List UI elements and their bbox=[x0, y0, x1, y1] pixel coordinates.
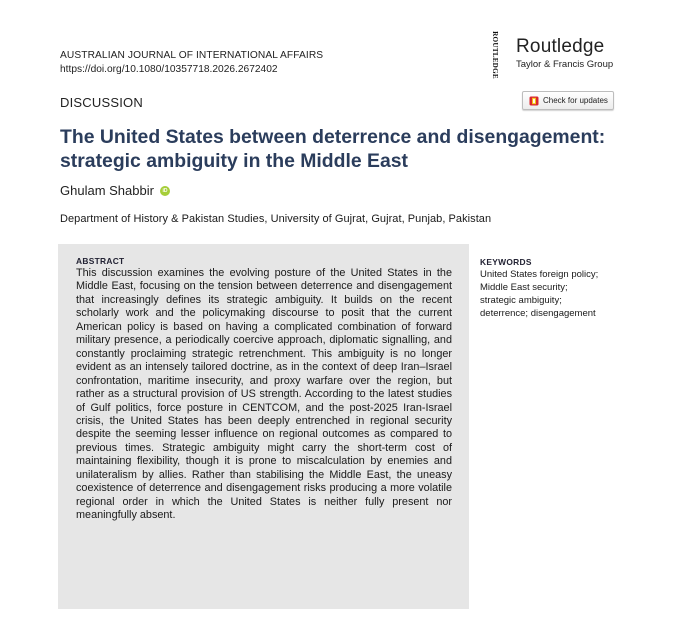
affiliation: Department of History & Pakistan Studies, University of Gujrat, Gujrat, Punjab, Pakistan bbox=[60, 213, 492, 225]
article-title: The United States between deterrence and disengagement: strategic ambiguity in the Middle East bbox=[60, 126, 606, 172]
keyword-item: Middle East security; bbox=[480, 282, 568, 293]
logo-vertical-text: ROUTLEDGE bbox=[491, 31, 499, 79]
keyword-item: United States foreign policy; bbox=[480, 269, 599, 280]
crossmark-icon bbox=[529, 96, 539, 106]
keywords-heading: KEYWORDS bbox=[480, 257, 532, 267]
author-name[interactable]: Ghulam Shabbir bbox=[60, 183, 154, 198]
abstract-heading: ABSTRACT bbox=[76, 256, 125, 266]
section-label: DISCUSSION bbox=[60, 95, 143, 110]
keyword-item: strategic ambiguity; bbox=[480, 295, 562, 306]
doi-link[interactable]: https://doi.org/10.1080/10357718.2026.2672402 bbox=[60, 64, 278, 75]
publisher-subtitle: Taylor & Francis Group bbox=[516, 59, 614, 70]
publisher-name: Routledge bbox=[516, 36, 605, 57]
logo-vertical-mark bbox=[486, 31, 504, 79]
check-for-updates-button[interactable] bbox=[522, 91, 614, 110]
abstract-box bbox=[58, 244, 469, 609]
author-line bbox=[60, 183, 170, 198]
check-for-updates-label: Check for updates bbox=[543, 96, 608, 105]
orcid-icon[interactable]: iD bbox=[160, 186, 170, 196]
publisher-logo bbox=[486, 31, 626, 79]
keyword-item: deterrence; disengagement bbox=[480, 308, 596, 319]
journal-name: AUSTRALIAN JOURNAL OF INTERNATIONAL AFFAIRS bbox=[60, 50, 324, 61]
keywords-list bbox=[480, 268, 598, 320]
abstract-text: This discussion examines the evolving posture of the United States in the Middle East, focusing on the tension between deterrence and disengagement that increasingly defines its strategic ambiguity. It builds on the recent scholarly work and the policymaking discourse to posit that the current American policy is based on having a complicated combination of forward military presence, a periodically coercive approach, diplomatic signalling, and constantly proclaiming strategic retrenchment. This ambiguity is no longer evident as an intensely tailored doctrine, as in the context of deep Iran–Israel confrontation, maritime insecurity, and proxy warfare over the region, but rather as a structural provision of US strength. According to the latest studies of Gulf politics, force posture in CENTCOM, and the post-2025 Iran-Israel crisis, the United States has been deeply entrenched in regional security despite the seeming lesser influence on regional outcomes as compared to previous times. Strategic ambiguity might carry the short-term cost of maintaining flexibility, though it is prone to miscalculation by enemies and unilateralism by allies. Rather than stabilising the Middle East, the uneasy coexistence of deterrence and disengagement risks producing a more volatile regional order in which the United States is neither fully present nor meaningfully absent. bbox=[76, 267, 452, 522]
